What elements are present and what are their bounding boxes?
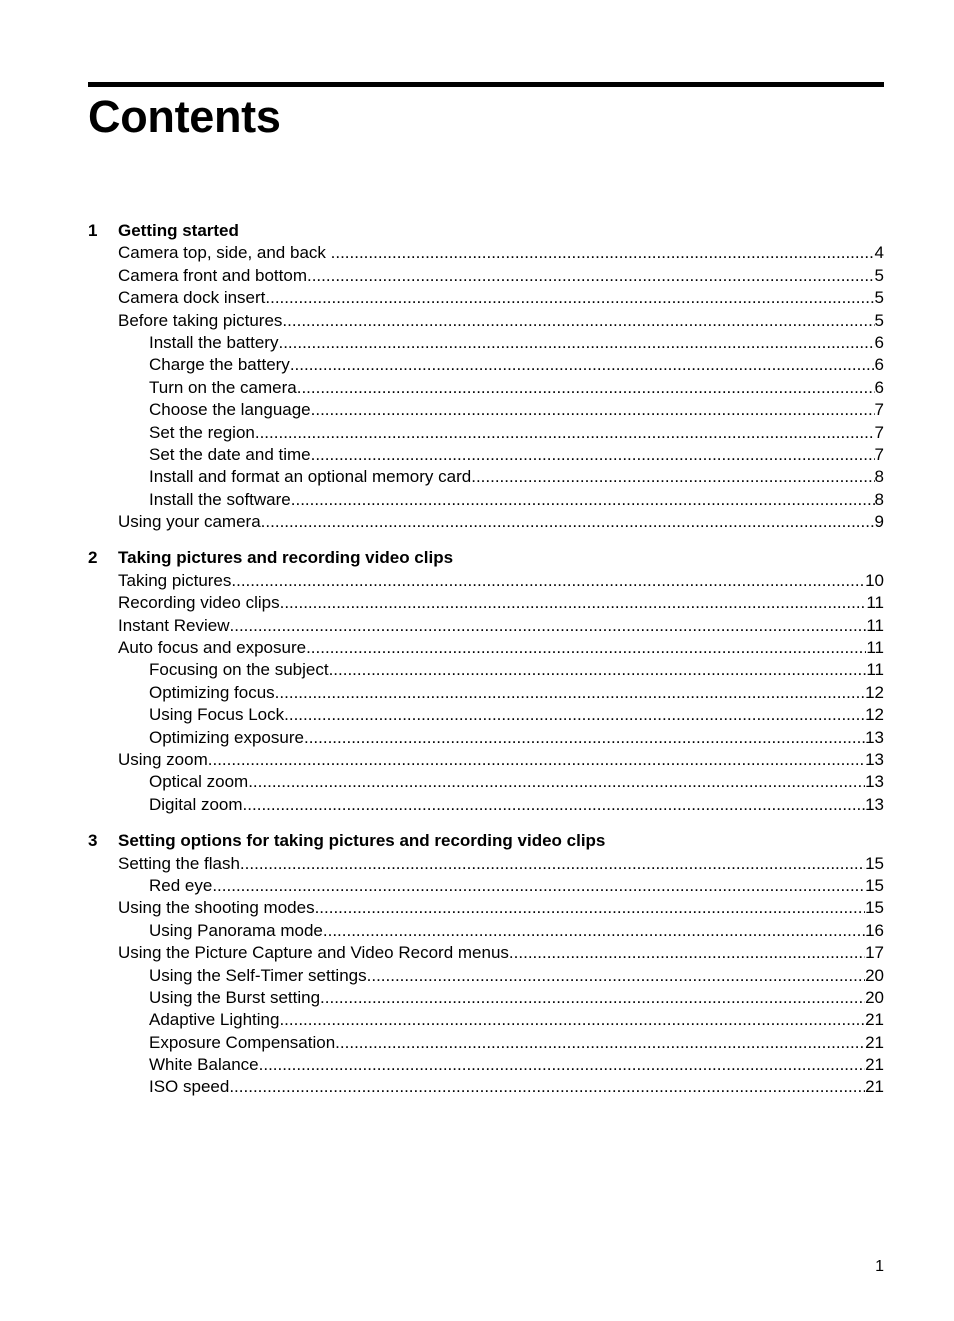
toc-entry[interactable] — [149, 422, 884, 444]
toc-entry-title: Turn on the camera — [149, 377, 297, 397]
toc-entry-page: 7 — [874, 444, 884, 464]
page-number: 1 — [875, 1258, 884, 1275]
toc-chapter — [88, 220, 884, 533]
toc-entry-title: Install the battery — [149, 332, 279, 352]
toc-entry[interactable] — [149, 444, 884, 466]
toc-entry-title: ISO speed — [149, 1077, 230, 1097]
toc-entry-page: 12 — [865, 705, 884, 725]
dot-leader — [320, 987, 865, 1009]
dot-leader — [240, 853, 865, 875]
dot-leader — [290, 354, 875, 376]
toc-entry-title: Using Panorama mode — [149, 920, 323, 940]
toc-entry-page: 11 — [866, 593, 884, 613]
dot-leader — [212, 875, 865, 897]
toc-entry[interactable] — [118, 570, 884, 592]
toc-entry-page: 21 — [865, 1032, 884, 1052]
toc-entry-title: Focusing on the subject — [149, 660, 329, 680]
toc-entry-title: Using the Burst setting — [149, 987, 321, 1007]
chapter-heading[interactable] — [88, 830, 884, 852]
toc-entry[interactable] — [149, 354, 884, 376]
dot-leader — [291, 489, 875, 511]
toc-entry-page: 7 — [874, 422, 884, 442]
toc-entry-page: 16 — [865, 920, 884, 940]
toc-entry-page: 13 — [865, 772, 884, 792]
toc-entry[interactable] — [149, 377, 884, 399]
toc-entry-title: Setting the flash — [118, 853, 240, 873]
page-title: Contents — [88, 91, 281, 142]
toc-entry-page: 17 — [865, 943, 884, 963]
toc-entry-page: 7 — [874, 400, 884, 420]
title-rule — [88, 82, 884, 87]
dot-leader — [230, 615, 867, 637]
toc-entry[interactable] — [149, 987, 884, 1009]
toc-entry-page: 8 — [874, 489, 884, 509]
toc-entry-title: Optimizing exposure — [149, 727, 304, 747]
toc-entry-title: Digital zoom — [149, 794, 243, 814]
dot-leader — [306, 637, 866, 659]
toc-entry[interactable] — [149, 489, 884, 511]
toc-entry[interactable] — [118, 749, 884, 771]
table-of-contents — [88, 220, 884, 1113]
toc-entry-page: 20 — [865, 987, 884, 1007]
toc-entry-title: Taking pictures — [118, 570, 232, 590]
toc-entry[interactable] — [118, 853, 884, 875]
toc-entry-page: 6 — [874, 355, 884, 375]
toc-entry[interactable] — [149, 1054, 884, 1076]
dot-leader — [367, 965, 865, 987]
toc-entry-title: Camera top, side, and back — [118, 243, 331, 263]
toc-entry-page: 13 — [865, 727, 884, 747]
dot-leader — [331, 242, 875, 264]
toc-entry-page: 9 — [874, 512, 884, 532]
toc-entry-page: 5 — [874, 288, 884, 308]
toc-entry[interactable] — [149, 727, 884, 749]
toc-entry[interactable] — [149, 399, 884, 421]
toc-entry-title: Camera dock insert — [118, 288, 266, 308]
toc-entry-page: 20 — [865, 965, 884, 985]
dot-leader — [284, 704, 865, 726]
toc-entry[interactable] — [149, 875, 884, 897]
toc-entry[interactable] — [149, 704, 884, 726]
toc-entry-page: 15 — [865, 875, 884, 895]
toc-entry[interactable] — [118, 592, 884, 614]
toc-entry-title: Using Focus Lock — [149, 705, 285, 725]
dot-leader — [304, 727, 865, 749]
toc-entry-title: White Balance — [149, 1055, 259, 1075]
toc-entry-page: 15 — [865, 853, 884, 873]
dot-leader — [255, 422, 875, 444]
dot-leader — [259, 1054, 865, 1076]
chapter-number: 2 — [88, 548, 98, 568]
toc-entry-page: 8 — [874, 467, 884, 487]
dot-leader — [261, 511, 875, 533]
chapter-number: 3 — [88, 831, 98, 851]
toc-entry-title: Red eye — [149, 875, 213, 895]
toc-entry-title: Using your camera — [118, 512, 261, 532]
dot-leader — [471, 466, 874, 488]
toc-entry[interactable] — [118, 511, 884, 533]
toc-entry[interactable] — [118, 637, 884, 659]
toc-entry[interactable] — [118, 897, 884, 919]
toc-entry[interactable] — [118, 287, 884, 309]
toc-entry-title: Using the Picture Capture and Video Record menus — [118, 943, 509, 963]
toc-entry-page: 13 — [865, 749, 884, 769]
dot-leader — [278, 332, 874, 354]
toc-entry[interactable] — [149, 1009, 884, 1031]
toc-entry-title: Camera front and bottom — [118, 265, 307, 285]
chapter-heading[interactable] — [88, 220, 884, 242]
dot-leader — [248, 771, 865, 793]
toc-entry-title: Using the shooting modes — [118, 898, 315, 918]
dot-leader — [509, 942, 865, 964]
toc-entry-title: Set the region — [149, 422, 255, 442]
dot-leader — [265, 287, 874, 309]
dot-leader — [315, 897, 866, 919]
toc-entry[interactable] — [149, 682, 884, 704]
toc-entry-page: 11 — [866, 615, 884, 635]
chapter-title: Getting started — [118, 221, 239, 240]
dot-leader — [323, 920, 865, 942]
toc-entry-page: 12 — [865, 682, 884, 702]
toc-entry[interactable] — [149, 920, 884, 942]
toc-entry-title: Set the date and time — [149, 444, 311, 464]
dot-leader — [329, 659, 867, 681]
dot-leader — [275, 682, 865, 704]
toc-entry-title: Choose the language — [149, 400, 311, 420]
toc-entry-page: 21 — [865, 1010, 884, 1030]
toc-entry-page: 15 — [865, 898, 884, 918]
toc-entry[interactable] — [149, 466, 884, 488]
dot-leader — [279, 1009, 865, 1031]
dot-leader — [297, 377, 875, 399]
dot-leader — [208, 749, 865, 771]
dot-leader — [229, 1076, 865, 1098]
chapter-title: Setting options for taking pictures and recording video clips — [118, 831, 606, 851]
toc-entry[interactable] — [149, 1032, 884, 1054]
toc-entry[interactable] — [118, 242, 884, 264]
toc-entry-page: 13 — [865, 794, 884, 814]
chapter-title: Taking pictures and recording video clips — [118, 548, 454, 568]
dot-leader — [335, 1032, 865, 1054]
dot-leader — [311, 444, 875, 466]
toc-entry-title: Optical zoom — [149, 772, 249, 792]
toc-entry[interactable] — [149, 794, 884, 816]
toc-entry[interactable] — [149, 332, 884, 354]
toc-entry[interactable] — [118, 615, 884, 637]
toc-entry[interactable] — [149, 771, 884, 793]
toc-entry-title: Recording video clips — [118, 593, 280, 613]
dot-leader — [231, 570, 865, 592]
toc-entry[interactable] — [118, 942, 884, 964]
toc-entry[interactable] — [149, 1076, 884, 1098]
toc-entry-page: 5 — [874, 310, 884, 330]
toc-entry-title: Charge the battery — [149, 355, 290, 375]
toc-chapter — [88, 830, 884, 1099]
toc-entry-page: 21 — [865, 1055, 884, 1075]
dot-leader — [307, 265, 875, 287]
toc-entry-title: Adaptive Lighting — [149, 1010, 280, 1030]
toc-entry[interactable] — [118, 265, 884, 287]
toc-entry-page: 11 — [866, 660, 884, 680]
toc-entry-title: Instant Review — [118, 615, 230, 635]
toc-entry-title: Using the Self-Timer settings — [149, 965, 367, 985]
toc-entry-page: 6 — [874, 377, 884, 397]
toc-entry-title: Before taking pictures — [118, 310, 283, 330]
toc-entry-page: 21 — [865, 1077, 884, 1097]
toc-entry-title: Install and format an optional memory card — [149, 467, 472, 487]
dot-leader — [280, 592, 867, 614]
toc-entry[interactable] — [149, 659, 884, 681]
toc-chapter — [88, 547, 884, 816]
toc-entry-title: Install the software — [149, 489, 291, 509]
toc-entry-title: Using zoom — [118, 749, 208, 769]
toc-entry-page: 11 — [866, 638, 884, 658]
toc-entry-page: 6 — [874, 332, 884, 352]
toc-entry-page: 5 — [874, 265, 884, 285]
dot-leader — [282, 310, 874, 332]
toc-entry-page: 4 — [874, 243, 884, 263]
toc-entry-title: Exposure Compensation — [149, 1032, 336, 1052]
chapter-heading[interactable] — [88, 547, 884, 569]
toc-entry[interactable] — [149, 965, 884, 987]
toc-entry-title: Optimizing focus — [149, 682, 275, 702]
chapter-number: 1 — [88, 221, 98, 240]
toc-entry[interactable] — [118, 310, 884, 332]
toc-entry-page: 10 — [865, 570, 884, 590]
dot-leader — [311, 399, 875, 421]
dot-leader — [243, 794, 866, 816]
toc-entry-title: Auto focus and exposure — [118, 638, 307, 658]
